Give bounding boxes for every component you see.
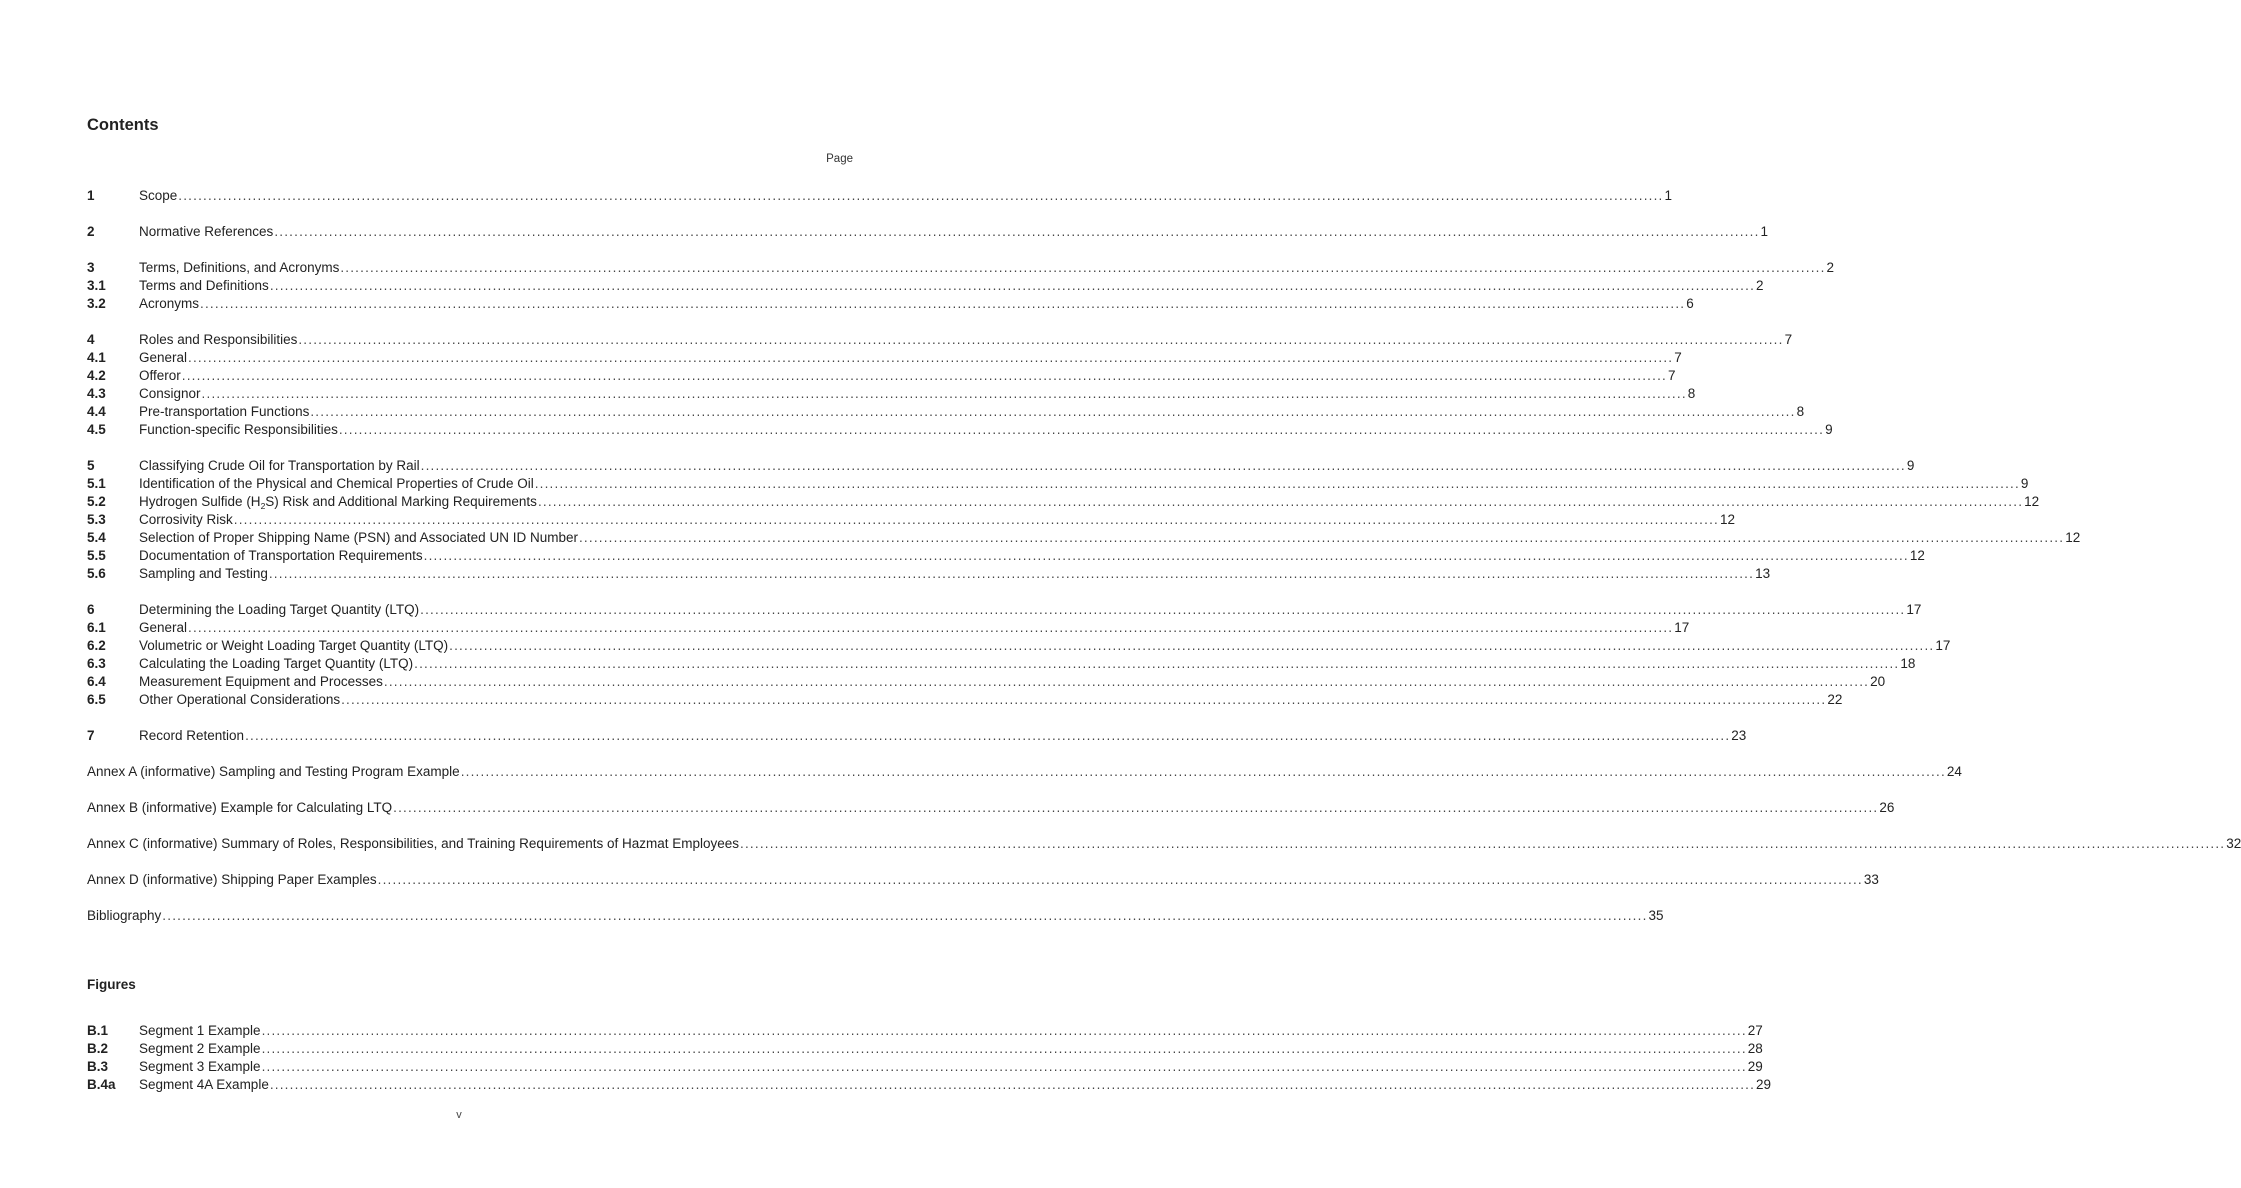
entry-number: B.2 — [87, 1041, 109, 1056]
entry-title: Pre-transportation Functions — [139, 404, 310, 419]
entry-page-number: 27 — [1747, 1023, 1763, 1038]
dot-leader: ............................................................................................................................................................................................................................................................................................................ — [310, 404, 1796, 419]
toc-entry[interactable] — [87, 187, 1673, 205]
entry-page-number: 7 — [1674, 350, 1682, 365]
entry-number: 5.5 — [87, 548, 106, 563]
dot-leader: ............................................................................................................................................................................................................................................................................................................ — [261, 1041, 1747, 1056]
entry-page-number: 17 — [1674, 620, 1690, 635]
entry-page-number: 18 — [1900, 656, 1916, 671]
entry-page-number: 8 — [1796, 404, 1805, 419]
toc-entry[interactable] — [87, 223, 1769, 241]
dot-leader: ............................................................................................................................................................................................................................................................................................................ — [423, 548, 1909, 563]
dot-leader: ............................................................................................................................................................................................................................................................................................................ — [268, 566, 1755, 581]
annex-entry[interactable] — [87, 907, 1664, 925]
entry-title: Classifying Crude Oil for Transportation by Rail — [139, 458, 420, 473]
entry-number: 4.2 — [87, 368, 106, 383]
entry-page-number: 7 — [1784, 332, 1793, 347]
entry-number: 5.4 — [87, 530, 106, 545]
entry-number: 4 — [87, 332, 95, 347]
entry-number: 5 — [87, 458, 95, 473]
toc-entry[interactable] — [87, 511, 1736, 529]
dot-leader: ............................................................................................................................................................................................................................................................................................................ — [188, 620, 1674, 635]
entry-page-number: 28 — [1747, 1041, 1763, 1056]
toc-entry[interactable] — [87, 619, 1690, 637]
entry-number: B.3 — [87, 1059, 109, 1074]
dot-leader: ............................................................................................................................................................................................................................................................................................................ — [340, 260, 1826, 275]
entry-title: Documentation of Transportation Requirements — [139, 548, 423, 563]
toc-entry[interactable] — [87, 1058, 1763, 1076]
toc-entry[interactable] — [87, 277, 1764, 295]
dot-leader: ............................................................................................................................................................................................................................................................................................................ — [534, 476, 2020, 491]
toc-entry[interactable] — [87, 475, 2029, 493]
entry-page-number: 33 — [1863, 872, 1879, 887]
dot-leader: ............................................................................................................................................................................................................................................................................................................ — [269, 1077, 1756, 1092]
dot-leader: ............................................................................................................................................................................................................................................................................................................ — [188, 350, 1674, 365]
entry-title: Annex D (informative) Shipping Paper Examples — [87, 872, 377, 887]
entry-title: Identification of the Physical and Chemical Properties of Crude Oil — [139, 476, 534, 491]
dot-leader: ............................................................................................................................................................................................................................................................................................................ — [578, 530, 2065, 545]
entry-number: 4.1 — [87, 350, 106, 365]
entry-title: Function-specific Responsibilities — [139, 422, 338, 437]
entry-page-number: 12 — [1719, 512, 1736, 527]
entry-number: B.4a — [87, 1077, 116, 1092]
entry-page-number: 32 — [2226, 836, 2241, 851]
toc-entry[interactable] — [87, 295, 1694, 313]
entry-page-number: 13 — [1755, 566, 1771, 581]
dot-leader: ............................................................................................................................................................................................................................................................................................................ — [338, 422, 1825, 437]
toc-entry[interactable] — [87, 565, 1771, 583]
entry-number: 4.4 — [87, 404, 106, 419]
entry-title: Record Retention — [139, 728, 245, 743]
entry-page-number: 9 — [2020, 476, 2029, 491]
dot-leader: ............................................................................................................................................................................................................................................................................................................ — [298, 332, 1784, 347]
dot-leader: ............................................................................................................................................................................................................................................................................................................ — [162, 908, 1648, 923]
entry-page-number: 17 — [1935, 638, 1951, 653]
toc-entry[interactable] — [87, 673, 1886, 691]
dot-leader: ............................................................................................................................................................................................................................................................................................................ — [274, 224, 1760, 239]
entry-number: 3 — [87, 260, 95, 275]
page-number: v — [456, 1109, 462, 1121]
toc-entry[interactable] — [87, 601, 1922, 619]
entry-title: Annex A (informative) Sampling and Testing Program Example — [87, 764, 460, 779]
toc-entry[interactable] — [87, 727, 1747, 745]
entry-page-number: 2 — [1826, 260, 1835, 275]
entry-page-number: 26 — [1879, 800, 1895, 815]
entry-title: Scope — [139, 188, 178, 203]
entry-title: Normative References — [139, 224, 274, 239]
entry-page-number: 6 — [1686, 296, 1694, 311]
entry-number: 4.5 — [87, 422, 106, 437]
toc-entry[interactable] — [87, 403, 1805, 421]
entry-title — [139, 493, 537, 511]
entry-page-number: 17 — [1906, 602, 1922, 617]
annex-entry[interactable] — [87, 799, 1895, 817]
entry-number: 6.5 — [87, 692, 106, 707]
dot-leader: ............................................................................................................................................................................................................................................................................................................ — [261, 1059, 1747, 1074]
entry-page-number: 7 — [1667, 368, 1676, 383]
page-column-label: Page — [826, 153, 853, 165]
dot-leader: ............................................................................................................................................................................................................................................................................................................ — [420, 602, 1906, 617]
entry-number: 1 — [87, 188, 95, 203]
dot-leader: ............................................................................................................................................................................................................................................................................................................ — [233, 512, 1719, 527]
entry-title: Annex B (informative) Example for Calculating LTQ — [87, 800, 393, 815]
entry-page-number: 20 — [1870, 674, 1886, 689]
entry-title: Acronyms — [139, 296, 200, 311]
entry-title: Segment 2 Example — [139, 1041, 261, 1056]
entry-title: Segment 1 Example — [139, 1023, 261, 1038]
entry-number: 6.4 — [87, 674, 106, 689]
toc-entry[interactable] — [87, 421, 1833, 439]
dot-leader: ............................................................................................................................................................................................................................................................................................................ — [377, 872, 1863, 887]
entry-title: Segment 4A Example — [139, 1077, 269, 1092]
dot-leader: ............................................................................................................................................................................................................................................................................................................ — [178, 188, 1664, 203]
toc-entry[interactable] — [87, 385, 1696, 403]
entry-page-number: 1 — [1664, 188, 1673, 203]
entry-title: Roles and Responsibilities — [139, 332, 298, 347]
entry-page-number: 1 — [1760, 224, 1769, 239]
entry-number: 7 — [87, 728, 95, 743]
contents-heading: Contents — [87, 116, 159, 134]
entry-number: B.1 — [87, 1023, 109, 1038]
entry-title: Offeror — [139, 368, 181, 383]
dot-leader: ............................................................................................................................................................................................................................................................................................................ — [414, 656, 1900, 671]
toc-entry[interactable] — [87, 691, 1843, 709]
toc-entry[interactable] — [87, 367, 1676, 385]
annex-entry[interactable] — [87, 871, 1879, 889]
dot-leader: ............................................................................................................................................................................................................................................................................................................ — [200, 296, 1686, 311]
dot-leader: ............................................................................................................................................................................................................................................................................................................ — [537, 494, 2024, 509]
entry-page-number: 12 — [2024, 494, 2040, 509]
entry-page-number: 22 — [1827, 692, 1843, 707]
annex-entry[interactable] — [87, 763, 1962, 781]
entry-page-number: 12 — [1909, 548, 1925, 563]
entry-title: General — [139, 620, 188, 635]
entry-page-number: 12 — [2065, 530, 2081, 545]
dot-leader: ............................................................................................................................................................................................................................................................................................................ — [181, 368, 1667, 383]
entry-number: 5.2 — [87, 494, 106, 509]
entry-title: Segment 3 Example — [139, 1059, 261, 1074]
toc-entry[interactable] — [87, 637, 1951, 655]
dot-leader: ............................................................................................................................................................................................................................................................................................................ — [245, 728, 1731, 743]
figures-heading: Figures — [87, 977, 136, 992]
toc-entry[interactable] — [87, 547, 1925, 565]
toc-entry[interactable] — [87, 1076, 1772, 1094]
entry-title: Corrosivity Risk — [139, 512, 233, 527]
dot-leader: ............................................................................................................................................................................................................................................................................................................ — [393, 800, 1879, 815]
entry-number: 6.3 — [87, 656, 106, 671]
entry-title: Consignor — [139, 386, 201, 401]
entry-title-subscript: 2 — [260, 501, 266, 511]
entry-page-number: 9 — [1825, 422, 1833, 437]
entry-page-number: 35 — [1648, 908, 1664, 923]
toc-entry[interactable] — [87, 1040, 1763, 1058]
dot-leader: ............................................................................................................................................................................................................................................................................................................ — [341, 692, 1827, 707]
entry-title: Terms, Definitions, and Acronyms — [139, 260, 340, 275]
entry-page-number: 24 — [1946, 764, 1962, 779]
entry-title: Sampling and Testing — [139, 566, 268, 581]
entry-title: Bibliography — [87, 908, 162, 923]
entry-number: 6 — [87, 602, 95, 617]
entry-page-number: 29 — [1747, 1059, 1763, 1074]
entry-title-part: S) Risk and Additional Marking Requirements — [265, 494, 537, 509]
toc-entry[interactable] — [87, 331, 1793, 349]
entry-title: Volumetric or Weight Loading Target Quantity (LTQ) — [139, 638, 449, 653]
entry-title: General — [139, 350, 188, 365]
entry-number: 3.1 — [87, 278, 106, 293]
dot-leader: ............................................................................................................................................................................................................................................................................................................ — [261, 1023, 1747, 1038]
entry-number: 5.1 — [87, 476, 106, 491]
toc-entry[interactable] — [87, 1022, 1763, 1040]
entry-title: Other Operational Considerations — [139, 692, 341, 707]
entry-title: Terms and Definitions — [139, 278, 269, 293]
entry-page-number: 9 — [1906, 458, 1915, 473]
entry-number: 6.1 — [87, 620, 106, 635]
entry-number: 3.2 — [87, 296, 106, 311]
entry-title: Selection of Proper Shipping Name (PSN) and Associated UN ID Number — [139, 530, 578, 545]
entry-number: 5.3 — [87, 512, 106, 527]
dot-leader: ............................................................................................................................................................................................................................................................................................................ — [449, 638, 1935, 653]
dot-leader: ............................................................................................................................................................................................................................................................................................................ — [383, 674, 1870, 689]
toc-entry[interactable] — [87, 529, 2081, 547]
entry-page-number: 2 — [1756, 278, 1764, 293]
entry-number: 6.2 — [87, 638, 106, 653]
entry-number: 5.6 — [87, 566, 106, 581]
toc-entry[interactable] — [87, 457, 1915, 475]
dot-leader: ............................................................................................................................................................................................................................................................................................................ — [201, 386, 1687, 401]
entry-title: Determining the Loading Target Quantity (LTQ) — [139, 602, 420, 617]
dot-leader: ............................................................................................................................................................................................................................................................................................................ — [740, 836, 2226, 851]
dot-leader: ............................................................................................................................................................................................................................................................................................................ — [460, 764, 1946, 779]
toc-entry[interactable] — [87, 349, 1682, 367]
entry-page-number: 8 — [1687, 386, 1696, 401]
dot-leader: ............................................................................................................................................................................................................................................................................................................ — [269, 278, 1756, 293]
dot-leader: ............................................................................................................................................................................................................................................................................................................ — [420, 458, 1906, 473]
entry-number: 2 — [87, 224, 95, 239]
entry-title: Annex C (informative) Summary of Roles, Responsibilities, and Training Requirements of Hazmat Employees — [87, 836, 740, 851]
entry-number: 4.3 — [87, 386, 106, 401]
entry-page-number: 29 — [1756, 1077, 1772, 1092]
entry-page-number: 23 — [1731, 728, 1747, 743]
toc-entry[interactable] — [87, 493, 2040, 511]
entry-title: Measurement Equipment and Processes — [139, 674, 383, 689]
annex-entry[interactable] — [87, 835, 2241, 853]
toc-entry[interactable] — [87, 259, 1835, 277]
toc-entry[interactable] — [87, 655, 1916, 673]
entry-title-part: Hydrogen Sulfide (H — [139, 494, 261, 509]
entry-title: Calculating the Loading Target Quantity (LTQ) — [139, 656, 414, 671]
